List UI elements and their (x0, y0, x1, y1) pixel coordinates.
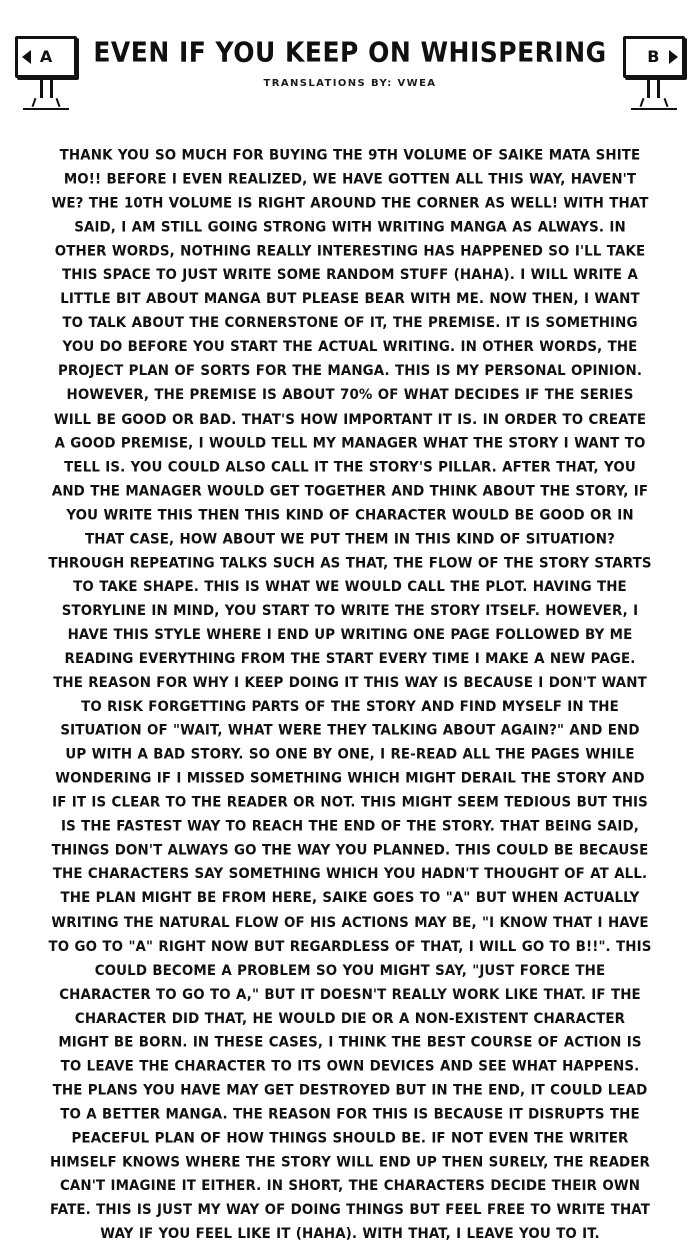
arrow-right-icon (669, 50, 678, 64)
page-header (0, 0, 700, 118)
header-inner (0, 34, 700, 110)
signpost-right (621, 36, 687, 110)
sign-letter-a: A (39, 47, 53, 66)
afterword-text: THANK YOU SO MUCH FOR BUYING THE 9TH VOLUME OF SAIKE MATA SHITE MO!! BEFORE I EVEN REALIZED, WE HAVE GOTTEN ALL THIS WAY, HAVEN'T WE? THE 10TH VOLUME IS RIGHT AROUND THE CORNER AS WELL! WITH THAT SAID, I AM STILL GOING STRONG WITH WRITING MANGA AS ALWAYS. IN OTHER WORDS, NOTHING REALLY INTERESTING HAS HAPPENED SO I'LL TAKE THIS SPACE TO JUST WRITE SOME RANDOM STUFF (HAHA). I WILL WRITE A LITTLE BIT ABOUT MANGA BUT PLEASE BEAR WITH ME. NOW THEN, I WANT TO TALK ABOUT THE CORNERSTONE OF IT, THE PREMISE. IT IS SOMETHING YOU DO BEFORE YOU START THE ACTUAL WRITING. IN OTHER WORDS, THE PROJECT PLAN OF SORTS FOR THE MANGA. THIS IS MY PERSONAL OPINION. HOWEVER, THE PREMISE IS ABOUT 70% OF WHAT DECIDES IF THE SERIES WILL BE GOOD OR BAD. THAT'S HOW IMPORTANT IT IS. IN ORDER TO CREATE A GOOD PREMISE, I WOULD TELL MY MANAGER WHAT THE STORY I WANT TO TELL IS. YOU COULD ALSO CALL IT THE STORY'S PILLAR. AFTER THAT, YOU AND THE MANAGER WOULD GET TOGETHER AND THINK ABOUT THE STORY, IF YOU WRITE THIS THEN THIS KIND OF CHARACTER WOULD BE GOOD OR IN THAT CASE, HOW ABOUT WE PUT THEM IN THIS KIND OF SITUATION? THROUGH REPEATING TALKS SUCH AS THAT, THE FLOW OF THE STORY STARTS TO TAKE SHAPE. THIS IS WHAT WE WOULD CALL THE PLOT. HAVING THE STORYLINE IN MIND, YOU START TO WRITE THE STORY ITSELF. HOWEVER, I HAVE THIS STYLE WHERE I END UP WRITING ONE PAGE FOLLOWED BY ME READING EVERYTHING FROM THE START EVERY TIME I MAKE A NEW PAGE. THE REASON FOR WHY I KEEP DOING IT THIS WAY IS BECAUSE I DON'T WANT TO RISK FORGETTING PARTS OF THE STORY AND FIND MYSELF IN THE SITUATION OF "WAIT, WHAT WERE THEY TALKING ABOUT AGAIN?" AND END UP WITH A BAD STORY. SO ONE BY ONE, I RE-READ ALL THE PAGES WHILE WONDERING IF I MISSED SOMETHING WHICH MIGHT DERAIL THE STORY AND IF IT IS CLEAR TO THE READER OR NOT. THIS MIGHT SEEM TEDIOUS BUT THIS IS THE FASTEST WAY TO REACH THE END OF THE STORY. THAT BEING SAID, THINGS DON'T ALWAYS GO THE WAY YOU PLANNED. THIS COULD BE BECAUSE THE CHARACTERS SAY SOMETHING WHICH YOU HADN'T THOUGHT OF AT ALL. THE PLAN MIGHT BE FROM HERE, SAIKE GOES TO "A" BUT WHEN ACTUALLY WRITING THE NATURAL FLOW OF HIS ACTIONS MAY BE, "I KNOW THAT I HAVE TO GO TO "A" RIGHT NOW BUT REGARDLESS OF THAT, I WILL GO TO B!!". THIS COULD BECOME A PROBLEM SO YOU MIGHT SAY, "JUST FORCE THE CHARACTER TO GO TO A," BUT IT DOESN'T REALLY WORK LIKE THAT. IF THE CHARACTER DID THAT, HE WOULD DIE OR A NON-EXISTENT CHARACTER MIGHT BE BORN. IN THESE CASES, I THINK THE BEST COURSE OF ACTION IS TO LEAVE THE CHARACTER TO ITS OWN DEVICES AND SEE WHAT HAPPENS. THE PLANS YOU HAVE MAY GET DESTROYED BUT IN THE END, IT COULD LEAD TO A BETTER MANGA. THE REASON FOR THIS IS BECAUSE IT DISRUPTS THE PEACEFUL PLAN OF HOW THINGS SHOULD BE. IF NOT EVEN THE WRITER HIMSELF KNOWS WHERE THE STORY WILL END UP THEN SURELY, THE READER CAN'T IMAGINE IT EITHER. IN SHORT, THE CHARACTERS DECIDE THEIR OWN FATE. THIS IS JUST MY WAY OF DOING THINGS BUT FEEL FREE TO WRITE THAT WAY IF YOU FEEL LIKE IT (HAHA). WITH THAT, I LEAVE YOU TO IT. (48, 148, 652, 1243)
signpost-ground-left (23, 108, 69, 110)
arrow-left-icon (22, 50, 31, 64)
afterword-body (48, 144, 652, 1243)
signpost-stem-left (40, 78, 53, 98)
page-title: EVEN IF YOU KEEP ON WHISPERING (93, 35, 607, 69)
signpost-ground-right (631, 108, 677, 110)
signpost-left (13, 36, 79, 110)
signpost-base-right (635, 98, 673, 108)
signpost-stem-right (647, 78, 660, 98)
sign-letter-b: B (647, 47, 660, 66)
sign-board-a (15, 36, 77, 78)
sign-board-b (623, 36, 685, 78)
title-block (93, 34, 606, 89)
translation-credits: TRANSLATIONS BY: VWEA (263, 78, 437, 90)
signpost-base-left (27, 98, 65, 108)
